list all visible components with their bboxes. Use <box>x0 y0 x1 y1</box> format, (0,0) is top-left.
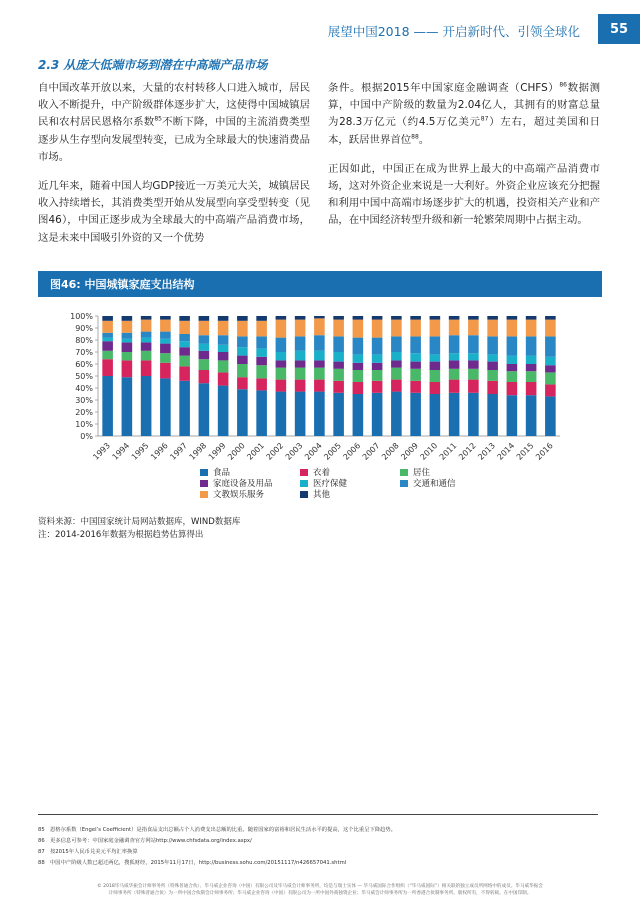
bar-2008-0 <box>391 392 402 436</box>
bar-1996-7 <box>160 316 171 320</box>
bar-2014-5 <box>507 336 518 355</box>
x-tick-label-2006: 2006 <box>341 441 363 462</box>
bar-2005-5 <box>333 336 344 352</box>
bar-2016-6 <box>545 320 556 337</box>
bar-2014-7 <box>507 316 518 320</box>
bar-2003-3 <box>295 360 306 367</box>
bar-2000-3 <box>237 356 248 364</box>
bar-2007-2 <box>372 370 383 381</box>
bar-1997-6 <box>179 321 190 334</box>
bar-2014-1 <box>507 382 518 395</box>
bar-2005-1 <box>333 381 344 393</box>
bar-2015-4 <box>526 356 537 364</box>
bar-2010-2 <box>430 370 441 382</box>
bar-2004-7 <box>314 316 325 318</box>
x-tick-label-2013: 2013 <box>476 441 498 462</box>
bar-1997-5 <box>179 334 190 341</box>
bar-2016-0 <box>545 396 556 436</box>
bar-1996-6 <box>160 320 171 332</box>
bar-2000-4 <box>237 347 248 355</box>
paragraph-1: 自中国改革开放以来，大量的农村转移人口进入城市，居民收入不断提升，中产阶级群体逐步扩大，这使得中国城镇居民和农村居民恩格尔系数$^{85}$不断下降，中国的主流消费类型逐步从生存型向发展型转变，已成为全球最大的快速消费品市场。 <box>38 82 311 163</box>
bar-1999-3 <box>218 352 229 360</box>
bar-2015-7 <box>526 316 537 320</box>
bar-2008-1 <box>391 380 402 392</box>
y-tick-label-4: 40% <box>75 384 93 393</box>
y-tick-label-3: 30% <box>75 396 93 405</box>
bar-2001-4 <box>256 348 267 356</box>
bar-1997-1 <box>179 366 190 380</box>
note-line: 注：2014-2016年数据为根据趋势估算得出 <box>38 530 204 540</box>
legend-label-6: 文教娱乐服务 <box>213 490 265 500</box>
y-tick-label-1: 10% <box>75 420 93 429</box>
bar-2006-1 <box>353 382 364 394</box>
footnote-86: 86 更多信息可参考：中国家庭金融调查官方网站http://www.chfsdata.org/index.aspx/ <box>38 838 252 844</box>
bar-1994-6 <box>122 321 133 333</box>
bar-2010-5 <box>430 336 441 354</box>
bar-2013-5 <box>487 336 498 354</box>
y-tick-label-8: 80% <box>75 336 93 345</box>
bar-2011-4 <box>449 353 460 360</box>
bar-1994-2 <box>122 352 133 360</box>
bar-2002-6 <box>276 320 287 338</box>
bar-2009-7 <box>410 316 421 320</box>
bar-2007-7 <box>372 316 383 320</box>
x-tick-label-2004: 2004 <box>303 441 324 462</box>
source-line: 资料来源：中国国家统计局网站数据库，WIND数据库 <box>38 517 241 527</box>
bar-2008-3 <box>391 360 402 367</box>
bar-2008-2 <box>391 368 402 380</box>
bar-2000-7 <box>237 316 248 321</box>
bar-2008-6 <box>391 320 402 337</box>
legend-label-1: 衣着 <box>313 468 331 478</box>
bar-1999-2 <box>218 360 229 372</box>
bar-2015-0 <box>526 395 537 436</box>
bar-2011-7 <box>449 316 460 320</box>
legend-label-0: 食品 <box>213 468 231 478</box>
bar-2004-2 <box>314 368 325 380</box>
bar-1995-6 <box>141 320 152 332</box>
x-tick-label-2014: 2014 <box>495 441 517 462</box>
legend-label-3: 家庭设备及用品 <box>213 479 273 489</box>
bar-2006-0 <box>353 394 364 436</box>
bar-2010-3 <box>430 362 441 370</box>
bar-2001-5 <box>256 336 267 348</box>
bar-2000-0 <box>237 389 248 436</box>
bar-2003-6 <box>295 320 306 337</box>
bar-2000-5 <box>237 336 248 347</box>
bar-2005-3 <box>333 362 344 369</box>
bar-2009-2 <box>410 369 421 381</box>
x-tick-label-2005: 2005 <box>322 441 344 462</box>
bar-2014-4 <box>507 356 518 364</box>
bar-1996-2 <box>160 353 171 363</box>
bar-2015-3 <box>526 364 537 371</box>
bar-2004-5 <box>314 335 325 351</box>
bar-1998-6 <box>199 321 210 335</box>
y-tick-label-2: 20% <box>75 408 93 417</box>
bar-1995-7 <box>141 316 152 320</box>
bar-1993-3 <box>102 341 113 351</box>
bar-2002-4 <box>276 352 287 360</box>
x-tick-label-1994: 1994 <box>110 441 132 462</box>
bar-2014-2 <box>507 371 518 382</box>
bar-2000-1 <box>237 377 248 389</box>
bar-2006-6 <box>353 320 364 338</box>
bar-1996-1 <box>160 363 171 379</box>
bar-2007-1 <box>372 381 383 393</box>
x-tick-label-1996: 1996 <box>149 441 170 462</box>
bar-1993-2 <box>102 351 113 359</box>
bar-1999-4 <box>218 345 229 352</box>
page-number-badge: 55 <box>598 14 640 44</box>
bar-2009-3 <box>410 362 421 369</box>
bar-2000-6 <box>237 321 248 337</box>
legend-swatch-1 <box>300 469 308 476</box>
bar-1994-4 <box>122 339 133 343</box>
bar-1994-1 <box>122 360 133 377</box>
bar-1997-2 <box>179 356 190 367</box>
bar-2012-3 <box>468 360 479 368</box>
bar-2015-2 <box>526 371 537 382</box>
footnotes <box>38 814 598 869</box>
bar-2007-5 <box>372 338 383 355</box>
bar-1993-0 <box>102 376 113 436</box>
legend-label-5: 交通和通信 <box>413 479 456 489</box>
section-heading: 2.3 从庞大低端市场到潜在中高端产品市场 <box>38 58 268 72</box>
bar-1999-1 <box>218 372 229 385</box>
bar-2012-2 <box>468 369 479 380</box>
bar-2016-2 <box>545 372 556 384</box>
bar-2005-7 <box>333 316 344 320</box>
bar-2001-0 <box>256 390 267 436</box>
bar-2009-0 <box>410 393 421 436</box>
bar-2012-5 <box>468 335 479 353</box>
legend-item-6 <box>200 488 264 500</box>
copyright-notice: © 2018毕马威华振会计师事务所（特殊普通合伙）、毕马威企业咨询（中国）有限公司及毕马威会计师事务所，均是与瑞士实体 — 毕马威国际合作组织（“毕马威国际”）相关联的独立成员所网络中的成员。毕马威华振会 计师事务所（特殊普通合伙）为一所中国合伙制会计师事务所；毕马威企业咨询（中国）有限公司为一所中国外商独资企业；毕马威会计师事务所为一所香港合伙制事务所。版权所有，不得转载。在中国印制。 <box>97 884 543 896</box>
stacked-bar-chart <box>38 299 602 465</box>
bar-2004-6 <box>314 318 325 335</box>
bar-2013-2 <box>487 370 498 381</box>
bar-2003-0 <box>295 392 306 436</box>
bar-2016-5 <box>545 336 556 356</box>
bar-1998-4 <box>199 344 210 351</box>
footnote-ref-88[interactable]: 88 <box>411 133 419 141</box>
legend-swatch-2 <box>400 469 408 476</box>
bar-2012-7 <box>468 316 479 320</box>
bar-2014-6 <box>507 320 518 337</box>
legend-item-7 <box>300 488 330 500</box>
bar-2000-2 <box>237 364 248 377</box>
bar-2002-7 <box>276 316 287 320</box>
bar-2013-6 <box>487 320 498 337</box>
bar-2006-4 <box>353 354 364 362</box>
x-tick-label-1999: 1999 <box>206 441 228 462</box>
bar-1998-2 <box>199 359 210 370</box>
footnote-85: 85 恩格尔系数（Engel’s Coefficient）是指食品支出总额占个人消费支出总额的比重。随着国家的富裕和居民生活水平的提高，这个比重呈下降趋势。 <box>38 827 396 833</box>
bar-2006-3 <box>353 363 364 370</box>
bar-1996-4 <box>160 339 171 344</box>
x-tick-label-2011: 2011 <box>437 441 459 462</box>
x-tick-label-1998: 1998 <box>187 441 209 462</box>
bar-2001-3 <box>256 357 267 365</box>
legend-swatch-6 <box>200 491 208 498</box>
bar-1995-4 <box>141 338 152 343</box>
footnote-87: 87 按2015年人民币兑美元平均汇率换算 <box>38 849 138 855</box>
x-tick-label-2015: 2015 <box>514 441 536 462</box>
bar-1995-0 <box>141 376 152 436</box>
bar-2009-6 <box>410 320 421 337</box>
header-title: 展望中国2018 —— 开启新时代、引领全球化 <box>327 24 580 39</box>
bar-1997-4 <box>179 341 190 347</box>
bar-2014-0 <box>507 395 518 436</box>
bar-1993-7 <box>102 316 113 321</box>
bar-2010-0 <box>430 394 441 436</box>
bar-2009-1 <box>410 381 421 393</box>
footnote-ref-86[interactable]: 86 <box>559 81 567 89</box>
bar-2006-5 <box>353 338 364 355</box>
x-tick-label-1997: 1997 <box>168 441 190 462</box>
bar-1997-3 <box>179 347 190 355</box>
paragraph-3: 条件。根据2015年中国家庭金融调查（CHFS）$^{86}$数据测算，中国中产阶级的数量为2.04亿人，其拥有的财富总量为28.3万亿元（约4.5万亿美元$^{87}$）左右，超过美国和日本，跃居世界首位$^{88}$。 <box>328 81 601 146</box>
bar-1998-0 <box>199 383 210 436</box>
bar-1993-1 <box>102 359 113 376</box>
bar-2004-0 <box>314 392 325 436</box>
footnote-ref-85[interactable]: 85 <box>154 115 162 123</box>
bar-2008-4 <box>391 352 402 360</box>
bar-2013-7 <box>487 316 498 320</box>
bar-1997-7 <box>179 316 190 321</box>
bar-2011-1 <box>449 380 460 393</box>
bar-1993-6 <box>102 321 113 333</box>
bar-2011-3 <box>449 360 460 368</box>
bar-2003-1 <box>295 380 306 392</box>
bar-2015-1 <box>526 382 537 395</box>
bar-2012-6 <box>468 320 479 336</box>
legend-swatch-7 <box>300 491 308 498</box>
bar-2011-6 <box>449 320 460 336</box>
bar-2008-7 <box>391 316 402 320</box>
bar-2016-4 <box>545 357 556 365</box>
x-tick-label-2009: 2009 <box>399 441 421 462</box>
bar-1999-0 <box>218 386 229 436</box>
bar-2004-1 <box>314 380 325 392</box>
legend-swatch-3 <box>200 480 208 487</box>
bar-1993-5 <box>102 333 113 338</box>
bar-2001-7 <box>256 316 267 321</box>
bar-2009-5 <box>410 336 421 353</box>
bar-2007-0 <box>372 393 383 436</box>
bar-2013-3 <box>487 362 498 370</box>
paragraph-2: 近几年来，随着中国人均GDP接近一万美元大关，城镇居民收入持续增长，其消费类型开始从发展型向享受型转变（见图46），中国正逐步成为全球最大的中高端产品消费市场，这是未来中国吸引外资的又一个优势 <box>38 180 310 244</box>
bar-2003-7 <box>295 316 306 320</box>
bar-2015-5 <box>526 336 537 355</box>
legend-label-2: 居住 <box>413 468 431 478</box>
body-column-left <box>38 80 310 259</box>
bar-2004-3 <box>314 360 325 367</box>
bar-2013-1 <box>487 381 498 394</box>
y-tick-label-5: 50% <box>75 372 93 381</box>
x-tick-label-1993: 1993 <box>91 441 113 462</box>
bar-2010-4 <box>430 354 441 361</box>
y-tick-label-10: 100% <box>70 312 93 321</box>
y-tick-label-7: 70% <box>75 348 93 357</box>
bar-2008-5 <box>391 336 402 352</box>
bar-2007-3 <box>372 363 383 370</box>
legend-swatch-4 <box>300 480 308 487</box>
x-tick-label-2010: 2010 <box>418 441 440 462</box>
x-tick-label-2016: 2016 <box>534 441 555 462</box>
bar-2016-3 <box>545 365 556 372</box>
bar-2002-3 <box>276 360 287 367</box>
bar-1999-6 <box>218 321 229 335</box>
bar-2011-2 <box>449 369 460 380</box>
bar-2012-0 <box>468 393 479 436</box>
bar-1995-2 <box>141 351 152 361</box>
bar-2002-2 <box>276 368 287 380</box>
bar-2013-4 <box>487 354 498 361</box>
legend-swatch-0 <box>200 469 208 476</box>
x-tick-label-1995: 1995 <box>129 441 151 462</box>
bar-1998-5 <box>199 335 210 343</box>
bar-2007-4 <box>372 354 383 362</box>
x-tick-label-2012: 2012 <box>457 441 478 462</box>
bar-2001-2 <box>256 365 267 378</box>
bar-2013-0 <box>487 394 498 436</box>
bar-1999-7 <box>218 316 229 321</box>
bar-2003-2 <box>295 368 306 380</box>
x-tick-label-2007: 2007 <box>360 441 382 462</box>
source-note <box>38 516 240 542</box>
figure-title: 图46: 中国城镇家庭支出结构 <box>50 278 195 291</box>
bar-2011-5 <box>449 335 460 353</box>
bar-2002-0 <box>276 392 287 436</box>
bar-2009-4 <box>410 353 421 361</box>
bar-1994-5 <box>122 333 133 339</box>
bar-2005-4 <box>333 352 344 362</box>
x-tick-label-2008: 2008 <box>380 441 401 462</box>
bar-2004-4 <box>314 351 325 361</box>
figure-title-band <box>38 271 602 297</box>
paragraph-4: 正因如此，中国正在成为世界上最大的中高端产品消费市场，这对外资企业来说是一大利好。外资企业应该充分把握和利用中国中高端市场逐步扩大的机遇，投资相关产业和产品，在中国经济转型升级和新一轮繁荣周期中占据主动。 <box>328 162 600 227</box>
x-tick-label-2001: 2001 <box>245 441 267 462</box>
bar-2010-7 <box>430 316 441 320</box>
bar-2003-4 <box>295 351 306 361</box>
bar-2012-1 <box>468 380 479 393</box>
bar-2016-7 <box>545 316 556 320</box>
footnote-88: 88 中国中产阶级人数已超过两亿，搜狐财经，2015年11月17日，http://business.sohu.com/20151117/n426657041.shtml <box>38 860 347 866</box>
bar-2007-6 <box>372 320 383 338</box>
bar-1997-0 <box>179 381 190 436</box>
bar-2011-0 <box>449 393 460 436</box>
bar-1993-4 <box>102 338 113 342</box>
bar-2005-0 <box>333 393 344 436</box>
x-tick-label-2000: 2000 <box>226 441 247 462</box>
legend-swatch-5 <box>400 480 408 487</box>
bar-2015-6 <box>526 320 537 337</box>
bar-2010-1 <box>430 382 441 394</box>
y-tick-label-0: 0% <box>80 432 93 441</box>
bar-1996-0 <box>160 378 171 436</box>
bar-1999-5 <box>218 335 229 345</box>
x-tick-label-2003: 2003 <box>283 441 305 462</box>
bar-1998-1 <box>199 370 210 383</box>
x-tick-label-2002: 2002 <box>264 441 286 462</box>
legend-label-7: 其他 <box>313 490 331 500</box>
bar-2010-6 <box>430 320 441 337</box>
bar-1994-3 <box>122 342 133 352</box>
bar-2012-4 <box>468 353 479 360</box>
bar-1994-0 <box>122 377 133 436</box>
body-column-right <box>328 80 600 242</box>
bar-1996-3 <box>160 344 171 354</box>
bar-1998-3 <box>199 351 210 359</box>
legend-item-5 <box>400 477 456 489</box>
bar-2001-1 <box>256 378 267 390</box>
bar-1998-7 <box>199 316 210 321</box>
bar-1996-5 <box>160 332 171 339</box>
y-tick-label-9: 90% <box>75 324 93 333</box>
bar-2005-6 <box>333 320 344 337</box>
bar-2001-6 <box>256 321 267 337</box>
bar-1994-7 <box>122 316 133 321</box>
bar-2005-2 <box>333 369 344 381</box>
bar-2016-1 <box>545 384 556 396</box>
y-tick-label-6: 60% <box>75 360 93 369</box>
footnote-ref-87[interactable]: 87 <box>480 115 489 123</box>
bar-1995-1 <box>141 360 152 376</box>
bar-2002-1 <box>276 380 287 392</box>
bar-1995-3 <box>141 342 152 350</box>
bar-2014-3 <box>507 364 518 371</box>
bar-2003-5 <box>295 336 306 350</box>
bar-2002-5 <box>276 338 287 352</box>
bar-1995-5 <box>141 332 152 338</box>
bar-2006-2 <box>353 370 364 382</box>
legend-label-4: 医疗保健 <box>313 479 348 489</box>
bar-2006-7 <box>353 316 364 320</box>
